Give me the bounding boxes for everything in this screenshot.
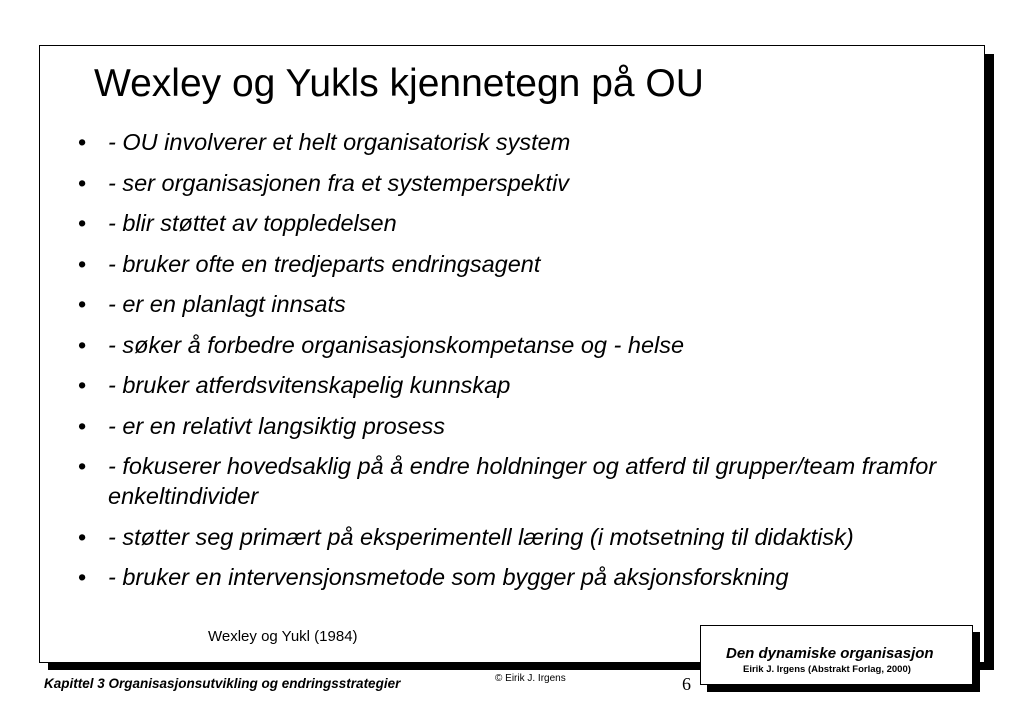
- bullet-icon: •: [78, 412, 87, 439]
- bullet-item: [78, 330, 958, 360]
- bullet-text: - blir støttet av toppledelsen: [108, 210, 397, 236]
- bullet-icon: •: [78, 210, 87, 236]
- footer-chapter: Kapittel 3 Organisasjonsutvikling og endringsstrategier: [44, 676, 401, 691]
- footer-copyright: © Eirik J. Irgens: [495, 673, 566, 684]
- bullet-text: - søker å forbedre organisasjonskompetanse og - helse: [108, 331, 685, 358]
- bullet-text: - støtter seg primært på eksperimentell læring (i motsetning til didaktisk): [108, 523, 854, 550]
- bullet-icon: •: [78, 523, 87, 550]
- bullet-text: - OU involverer et helt organisatorisk system: [108, 129, 571, 155]
- bullet-item: [78, 289, 958, 319]
- bullet-text: - ser organisasjonen fra et systemperspektiv: [108, 169, 570, 196]
- bullet-icon: •: [78, 453, 87, 479]
- bullet-item: [78, 249, 958, 279]
- bullet-item: [78, 522, 958, 552]
- page-number: 6: [682, 674, 691, 694]
- bullet-icon: •: [78, 291, 87, 317]
- bullet-item: [78, 370, 958, 400]
- bullet-text: - fokuserer hovedsaklig på å endre holdninger og atferd til grupper/team framfor enkeltindivider: [108, 453, 937, 509]
- bullet-icon: •: [78, 372, 87, 398]
- bullet-text: - bruker en intervensjonsmetode som bygger på aksjonsforskning: [108, 564, 789, 590]
- source-citation: Wexley og Yukl (1984): [208, 628, 358, 645]
- bullet-icon: •: [78, 564, 87, 590]
- bullet-text: - er en planlagt innsats: [108, 291, 346, 317]
- bullet-icon: •: [78, 250, 87, 277]
- bullet-item: [78, 168, 958, 198]
- bullet-text: - bruker ofte en tredjeparts endringsagent: [108, 250, 541, 277]
- slide-title: Wexley og Yukls kjennetegn på OU: [94, 62, 704, 105]
- bullet-list: [78, 127, 958, 603]
- bullet-icon: •: [78, 169, 87, 196]
- book-title: Den dynamiske organisasjon: [726, 645, 934, 662]
- bullet-item: [78, 411, 958, 441]
- bullet-item: [78, 562, 958, 592]
- bullet-item: [78, 451, 958, 511]
- bullet-text: - er en relativt langsiktig prosess: [108, 412, 445, 439]
- book-subtitle: Eirik J. Irgens (Abstrakt Forlag, 2000): [743, 664, 911, 675]
- bullet-icon: •: [78, 331, 87, 358]
- bullet-icon: •: [78, 129, 87, 155]
- bullet-item: [78, 127, 958, 157]
- bullet-item: [78, 208, 958, 238]
- bullet-text: - bruker atferdsvitenskapelig kunnskap: [108, 372, 511, 398]
